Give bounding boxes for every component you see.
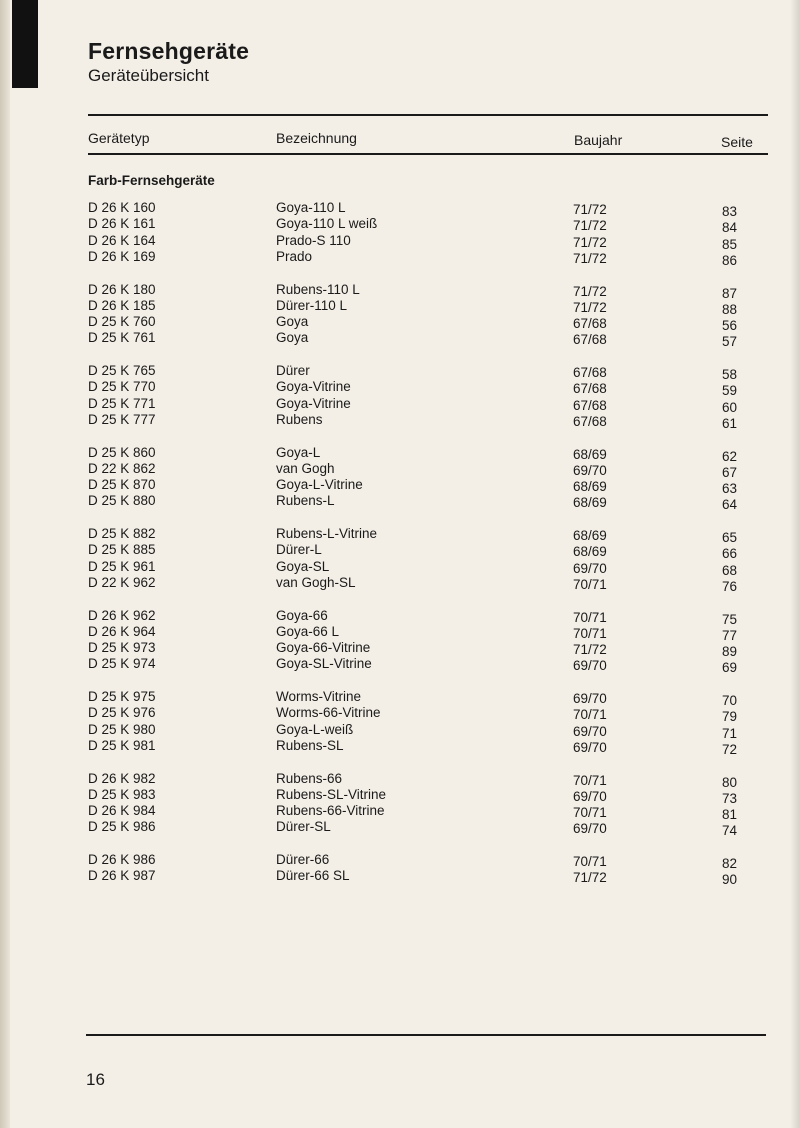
device-type: D 26 K 161: [88, 216, 156, 232]
device-type: D 25 K 870: [88, 477, 156, 493]
device-name: Goya-66-Vitrine: [276, 640, 371, 656]
table-row: [0, 803, 800, 823]
page-ref: 67: [722, 464, 738, 480]
table-row: [0, 852, 800, 871]
table-row: [0, 721, 800, 741]
device-type: D 25 K 885: [88, 542, 156, 558]
device-type: D 25 K 986: [88, 819, 156, 835]
page-ref: 64: [722, 497, 738, 513]
table-row: [0, 216, 800, 236]
page-ref: 82: [722, 856, 738, 871]
page-ref: 56: [722, 318, 738, 334]
page-title: Fernsehgeräte: [88, 38, 250, 64]
build-year: 70/71: [573, 805, 607, 821]
build-year: 69/70: [573, 691, 607, 706]
device-name: van Gogh-SL: [276, 574, 356, 590]
table-row: [0, 200, 800, 219]
table-row: [0, 232, 800, 252]
page-ref: 80: [722, 774, 738, 790]
device-name: Rubens-L-Vitrine: [276, 526, 378, 541]
device-name: Rubens-L: [276, 493, 335, 509]
page-ref: 90: [722, 872, 738, 888]
page-ref: 76: [722, 578, 738, 594]
table-row: [0, 689, 800, 708]
page-ref: 81: [722, 807, 738, 823]
table-row: [0, 705, 800, 725]
page-ref: 89: [722, 644, 738, 660]
device-type: D 22 K 962: [88, 574, 156, 590]
device-name: Dürer: [276, 363, 310, 378]
build-year: 67/68: [573, 381, 607, 397]
device-type: D 26 K 185: [88, 297, 156, 313]
build-year: 69/70: [573, 560, 607, 576]
page-ref: 84: [722, 220, 738, 236]
device-name: Goya-L-Vitrine: [276, 477, 363, 493]
table-row: [0, 477, 800, 497]
device-type: D 25 K 974: [88, 656, 156, 672]
table-row: [0, 656, 800, 676]
table-row: [0, 558, 800, 578]
page-ref: 83: [722, 204, 738, 219]
column-header-year: Baujahr: [574, 132, 623, 148]
device-name: Rubens: [276, 411, 323, 427]
page-subtitle: Geräteübersicht: [88, 66, 209, 85]
device-name: Goya-66: [276, 607, 328, 623]
build-year: 70/71: [573, 772, 607, 788]
device-type: D 25 K 961: [88, 558, 156, 574]
column-header-page: Seite: [721, 134, 753, 150]
page-ref: 65: [722, 530, 738, 545]
device-type: D 25 K 975: [88, 689, 156, 704]
page-ref: 62: [722, 448, 738, 464]
page-ref: 69: [722, 660, 738, 676]
table-row: [0, 314, 800, 334]
device-type: D 25 K 770: [88, 379, 156, 395]
table-row: [0, 542, 800, 562]
build-year: 71/72: [573, 870, 607, 886]
table-row: [0, 363, 800, 382]
device-name: Rubens-SL-Vitrine: [276, 786, 387, 802]
device-type: D 26 K 160: [88, 200, 156, 215]
page-ref: 68: [722, 562, 738, 578]
page-ref: 60: [722, 399, 738, 415]
page-ref: 77: [722, 627, 738, 643]
device-name: Dürer-SL: [276, 819, 331, 835]
build-year: 71/72: [573, 250, 607, 266]
page-ref: 87: [722, 285, 738, 301]
device-type: D 26 K 987: [88, 868, 156, 884]
table-row: [0, 379, 800, 399]
device-type: D 25 K 860: [88, 444, 156, 460]
column-header-name: Bezeichnung: [276, 130, 357, 146]
build-year: 67/68: [573, 413, 607, 429]
page-ref: 61: [722, 415, 738, 431]
table-row: [0, 297, 800, 317]
build-year: 71/72: [573, 218, 607, 234]
device-name: Goya-L: [276, 444, 321, 460]
page-ref: 71: [722, 725, 738, 741]
table-row: [0, 330, 800, 350]
table-row: [0, 819, 800, 839]
build-year: 70/71: [573, 576, 607, 592]
table-row: [0, 640, 800, 660]
device-type: D 25 K 760: [88, 314, 156, 330]
table-row: [0, 395, 800, 415]
device-type: D 26 K 169: [88, 248, 156, 264]
device-type: D 26 K 164: [88, 232, 156, 248]
page-ref: 85: [722, 236, 738, 252]
bottom-rule: [86, 1034, 766, 1036]
build-year: 69/70: [573, 462, 607, 478]
page-ref: 59: [722, 383, 738, 399]
device-name: Goya: [276, 330, 309, 346]
device-type: D 25 K 973: [88, 640, 156, 656]
table-row: [0, 493, 800, 513]
build-year: 71/72: [573, 299, 607, 315]
device-type: D 25 K 980: [88, 721, 156, 737]
device-type: D 25 K 771: [88, 395, 156, 411]
page-ref: 74: [722, 823, 738, 839]
page-ref: 73: [722, 790, 738, 806]
device-name: Rubens-66-Vitrine: [276, 803, 385, 819]
device-name: Goya-Vitrine: [276, 395, 351, 411]
device-name: Goya-66 L: [276, 623, 340, 639]
table-row: [0, 574, 800, 594]
build-year: 67/68: [573, 397, 607, 413]
table-row: [0, 460, 800, 480]
build-year: 70/71: [573, 625, 607, 641]
page-ref: 72: [722, 741, 738, 757]
device-type: D 25 K 981: [88, 737, 156, 753]
table-row: [0, 770, 800, 790]
page-ref: 58: [722, 367, 738, 382]
build-year: 67/68: [573, 365, 607, 380]
device-name: Goya-SL-Vitrine: [276, 656, 372, 672]
build-year: 69/70: [573, 739, 607, 755]
build-year: 70/71: [573, 707, 607, 723]
build-year: 69/70: [573, 658, 607, 674]
table-row: [0, 737, 800, 757]
table-row: [0, 607, 800, 627]
page-ref: 70: [722, 693, 738, 708]
page-number: 16: [86, 1070, 105, 1089]
build-year: 71/72: [573, 283, 607, 299]
device-type: D 25 K 761: [88, 330, 156, 346]
device-type: D 25 K 765: [88, 363, 156, 378]
device-type: D 26 K 964: [88, 623, 156, 639]
device-type: D 26 K 986: [88, 852, 156, 867]
device-type: D 22 K 862: [88, 460, 156, 476]
build-year: 69/70: [573, 723, 607, 739]
device-name: Rubens-110 L: [276, 281, 360, 297]
device-name: Worms-Vitrine: [276, 689, 362, 704]
device-type: D 25 K 880: [88, 493, 156, 509]
page-ref: 57: [722, 334, 738, 350]
build-year: 71/72: [573, 234, 607, 250]
build-year: 68/69: [573, 528, 607, 543]
build-year: 68/69: [573, 495, 607, 511]
table-row: [0, 786, 800, 806]
table-row: [0, 444, 800, 464]
device-type: D 26 K 962: [88, 607, 156, 623]
device-name: Goya-110 L: [276, 200, 346, 215]
build-year: 68/69: [573, 479, 607, 495]
table-row: [0, 281, 800, 301]
page-ref: 86: [722, 252, 738, 268]
build-year: 67/68: [573, 332, 607, 348]
page-ref: 79: [722, 709, 738, 725]
device-name: Goya-L-weiß: [276, 721, 354, 737]
device-name: Goya-SL: [276, 558, 330, 574]
device-type: D 25 K 882: [88, 526, 156, 541]
page-ref: 63: [722, 481, 738, 497]
column-header-type: Gerätetyp: [88, 130, 150, 146]
device-type: D 25 K 976: [88, 705, 156, 721]
build-year: 69/70: [573, 821, 607, 837]
device-name: Goya-110 L weiß: [276, 216, 378, 232]
device-name: Dürer-66 SL: [276, 868, 350, 884]
device-type: D 26 K 982: [88, 770, 156, 786]
build-year: 70/71: [573, 854, 607, 869]
build-year: 71/72: [573, 202, 607, 217]
table-row: [0, 868, 800, 888]
device-type: D 25 K 777: [88, 411, 156, 427]
device-type: D 26 K 984: [88, 803, 156, 819]
page-ref: 88: [722, 301, 738, 317]
section-label: Farb-Fernsehgeräte: [88, 173, 215, 188]
device-name: Prado: [276, 248, 313, 264]
page-ref: 66: [722, 546, 738, 562]
device-name: Prado-S 110: [276, 232, 351, 248]
device-type: D 26 K 180: [88, 281, 156, 297]
table-row: [0, 411, 800, 431]
device-name: Rubens-SL: [276, 737, 344, 753]
table-row: [0, 248, 800, 268]
device-name: Dürer-L: [276, 542, 322, 558]
device-name: Goya-Vitrine: [276, 379, 351, 395]
device-type: D 25 K 983: [88, 786, 156, 802]
device-name: Rubens-66: [276, 770, 343, 786]
page-ref: 75: [722, 611, 738, 627]
device-name: Dürer-110 L: [276, 297, 348, 313]
build-year: 68/69: [573, 544, 607, 560]
build-year: 70/71: [573, 609, 607, 625]
device-name: van Gogh: [276, 460, 335, 476]
device-name: Goya: [276, 314, 309, 330]
build-year: 67/68: [573, 316, 607, 332]
table-row: [0, 526, 800, 545]
device-name: Worms-66-Vitrine: [276, 705, 381, 721]
build-year: 69/70: [573, 788, 607, 804]
build-year: 68/69: [573, 446, 607, 462]
table-row: [0, 623, 800, 643]
device-name: Dürer-66: [276, 852, 330, 867]
build-year: 71/72: [573, 642, 607, 658]
